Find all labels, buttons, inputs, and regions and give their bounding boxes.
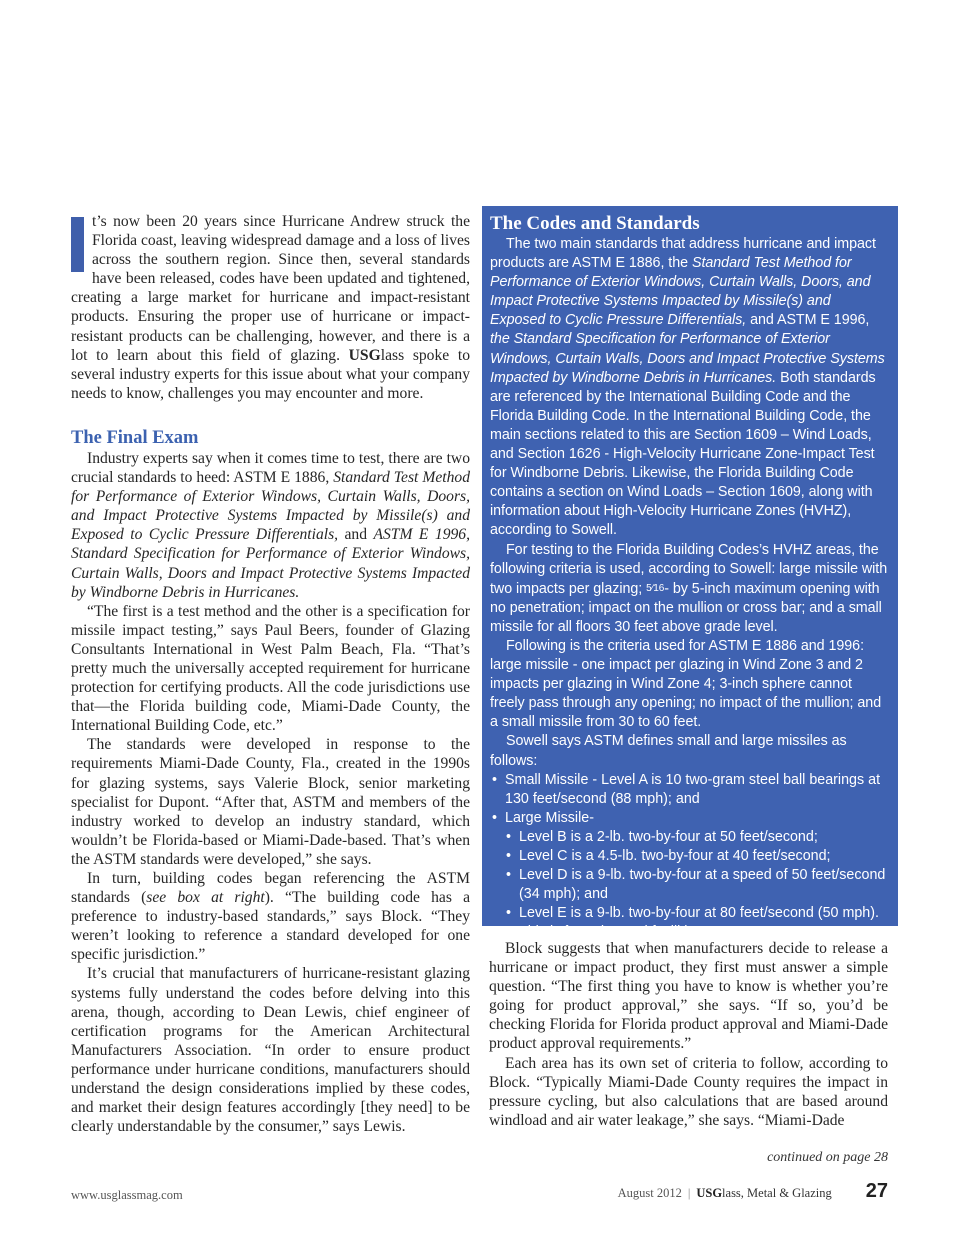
codes-standards-box (482, 206, 898, 941)
section-heading: The Final Exam (71, 427, 199, 448)
list-item: • Level B is a 2-lb. two-by-four at 50 feet/second; (504, 828, 889, 847)
footer-separator: | (687, 1186, 691, 1200)
footer-info (618, 1180, 888, 1203)
paragraph: “The first is a test method and the other is a specification for missile impact testing,” says Paul Beers, founder of Glazing Consultants International in West Palm Beach, Fla. “That’s pretty much the universally accepted requirement for hurricane protection for certifying products. All the code jurisdictions use that—the Florida building code, Miami-Dade County, the International Building Code, etc.” (71, 602, 470, 735)
box-heading: The Codes and Standards (490, 213, 700, 234)
paragraph: In turn, building codes began referencing the ASTM standards (see box at right). “The building code has a preference to industry-based standards,” says Block. “They weren’t looking to reference a standard developed for one specific jurisdiction.” (71, 870, 471, 964)
issue-date: August 2012 (617, 1186, 682, 1200)
paragraph: Block suggests that when manufacturers decide to release a hurricane or impact product, they first must answer a simple question. “The first thing you have to know is whether you’re going for product approval,” she says. “If so, you’d be checking Florida for Florida product approval and Miami-Dade product approval requirements.” (489, 940, 888, 1053)
continued-link[interactable]: continued on page 28 (767, 1150, 888, 1165)
right-column (489, 939, 888, 1130)
box-paragraph: For testing to the Florida Building Codes’s HVHZ areas, the following criteria is used, according to Sowell: large missile with two impacts per glazing; 5⁄16- by 5-inch maximum opening with no penetration; impact on the mullion or cross bar; and a small missile for all floors 30 feet above grade level. (490, 541, 888, 635)
footer-url[interactable]: www.usglassmag.com (71, 1188, 183, 1202)
missile-list (490, 771, 889, 828)
list-item: • Small Missile - Level A is 10 two-gram steel ball bearings at 130 feet/second (88 mph); and (490, 771, 889, 809)
large-missile-sublist (490, 828, 889, 923)
intro-paragraph: t’s now been 20 years since Hurricane Andrew struck the Florida coast, leaving widespread damage and a loss of lives across the southern region. Since then, several standards have been released, codes have been updated and tightened, creating a large market for hurricane and impact-resistant products. Ensuring the proper use of hurricane or impact-resistant products can be challenging, however, and there is a lot to learn about this field of glazing. USGlass spoke to several industry experts for this issue about what your company needs to know, challenges you may encounter and more. (71, 213, 470, 402)
paragraph: It’s crucial that manufacturers of hurricane-resistant glazing systems fully understand the codes before delving into this arena, though, according to Dean Lewis, chief engineer of certification programs for the American Architectural Manufacturers Association. “In order to ensure product performance under hurricane conditions, manufacturers should understand the design considerations implied by these codes, and market their design features accordingly [they need] to be clearly understandable by the consumer,” says Lewis. (71, 965, 470, 1136)
list-item: • Level C is a 4.5-lb. two-by-four at 40 feet/second; (504, 847, 889, 866)
box-closing: This is for enhanced facilities. (519, 924, 707, 941)
list-item: • Level E is a 9-lb. two-by-four at 80 feet/second (50 mph). (504, 904, 889, 923)
page-number: 27 (865, 1180, 888, 1202)
paragraph: Industry experts say when it comes time to test, there are two crucial standards to heed: ASTM E 1886, Standard Test Method for Performance of Exterior Windows, Curtain Walls, Doors, and Impact Protective Systems Impacted by Missile(s) and Exposed to Cyclic Pressure Differentials, and ASTM E 1996, Standard Specification for Performance of Exterior Windows, Curtain Walls, Doors and Impact Protective Systems Impacted by Windborne Debris in Hurricanes. (71, 449, 470, 601)
box-paragraph: The two main standards that address hurricane and impact products are ASTM E 1886, the Standard Test Method for Performance of Exterior Windows, Curtain Walls, Doors, and Impact Protective Systems Impacted by Missile(s) and Exposed to Cyclic Pressure Differentials, and ASTM E 1996, the Standard Specification for Performance of Exterior Windows, Curtain Walls, Doors and Impact Protective Systems Impacted by Windborne Debris in Hurricanes. Both standards are referenced by the International Building Code and the Florida Building Code. In the International Building Code, the main sections related to this are Section 1609 – Wind Loads, and Section 1626 - High-Velocity Hurricane Zone-Impact Test for Windborne Debris. Likewise, the Florida Building Code contains a section on Wind Loads – Section 1609, along with information about High-Velocity Hurricane Zones (HVHZ), according to Sowell. (490, 236, 885, 539)
left-column (71, 212, 470, 1136)
publication-name: USGlass, Metal & Glazing (696, 1186, 832, 1200)
paragraph: The standards were developed in response to the requirements Miami-Dade County, Fla., created in the 1990s for glazing systems, says Valerie Block, senior marketing specialist for Dupont. “After that, ASTM and members of the industry worked to develop an industry standard, which wouldn’t be Florida-based or Miami-Dade-based. That’s when the ASTM standards were developed,” she says. (71, 736, 470, 868)
list-item: • Level D is a 9-lb. two-by-four at a speed of 50 feet/second (34 mph); and (504, 866, 889, 904)
box-paragraph: Sowell says ASTM defines small and large missiles as follows: (490, 733, 847, 769)
paragraph: Each area has its own set of criteria to follow, according to Block. “Typically Miami-Dade County requires the impact in pressure cycling, but also calculations that are based around windload and air water leakage,” she says. “Miami-Dade (489, 1054, 888, 1129)
drop-cap (71, 217, 84, 272)
list-item: • Large Missile- (490, 809, 889, 828)
box-paragraph: Following is the criteria used for ASTM E 1886 and 1996: large missile - one impact per glazing in Wind Zone 3 and 2 impacts per glazing in Wind Zone 4; 3-inch sphere cannot freely pass through any opening; no impact of the mullion; and a small missile from 30 to 60 feet. (490, 637, 882, 731)
